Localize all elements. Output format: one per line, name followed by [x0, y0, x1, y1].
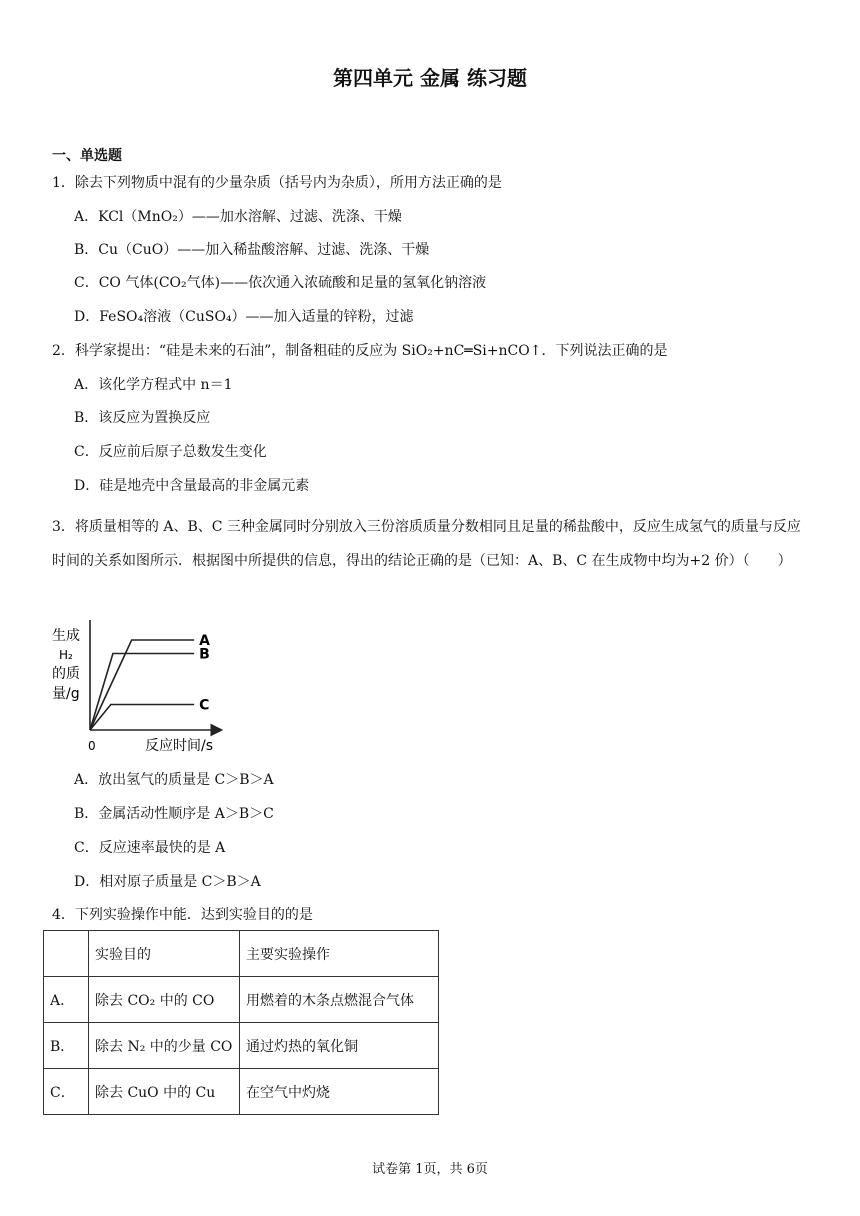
table-row [44, 977, 439, 1023]
question-1-option-d: D．FeSO₄溶液（CuSO₄）——加入适量的锌粉，过滤 [74, 309, 414, 325]
question-4-table [43, 930, 439, 1115]
question-2-option-a: A．该化学方程式中 n＝1 [74, 377, 233, 393]
table-cell: 除去 CO₂ 中的 CO [89, 977, 240, 1023]
question-2-option-c: C．反应前后原子总数发生变化 [74, 444, 267, 460]
section-heading: 一、单选题 [52, 148, 122, 164]
table-row [44, 1023, 439, 1069]
table-row [44, 1069, 439, 1115]
question-1-option-a: A．KCl（MnO₂）——加水溶解、过滤、洗涤、干燥 [74, 209, 402, 225]
series-label-b: B [199, 646, 210, 663]
table-cell: 通过灼热的氧化铜 [240, 1023, 439, 1069]
question-4-stem: 4．下列实验操作中能．达到实验目的的是 [52, 907, 313, 923]
table-cell: 除去 CuO 中的 Cu [89, 1069, 240, 1115]
y-axis-label-line-3: 的质 [52, 666, 80, 682]
series-label-c: C [199, 697, 210, 714]
table-cell: 在空气中灼烧 [240, 1069, 439, 1115]
question-1-stem: 1．除去下列物质中混有的少量杂质（括号内为杂质），所用方法正确的是 [52, 175, 502, 191]
question-3-option-d: D．相对原子质量是 C＞B＞A [74, 874, 261, 890]
series-line-c [90, 705, 194, 731]
question-3-option-b: B．金属活动性顺序是 A＞B＞C [74, 806, 274, 822]
series-label-a: A [199, 633, 211, 649]
table-cell: C． [44, 1069, 89, 1115]
table-header-cell: 主要实验操作 [240, 931, 439, 977]
question-3-option-a: A．放出氢气的质量是 C＞B＞A [74, 772, 274, 788]
question-3-stem: 3．将质量相等的 A、B、C 三种金属同时分别放入三份溶质质量分数相同且足量的稀盐酸中，反应生成氢气的质量与反应时间的关系如图所示．根据图中所提供的信息，得出的结论正确的是（已知：A、B、C 在生成物中均为+2 价）（ ） [52, 519, 801, 569]
table-cell: 用燃着的木条点燃混合气体 [240, 977, 439, 1023]
table-header-row [44, 931, 439, 977]
question-1-option-b: B．Cu（CuO）——加入稀盐酸溶解、过滤、洗涤、干燥 [74, 242, 430, 258]
question-2-option-b: B．该反应为置换反应 [74, 410, 211, 426]
page-title: 第四单元 金属 练习题 [333, 66, 527, 90]
table-cell: A． [44, 977, 89, 1023]
question-2-stem: 2．科学家提出：“硅是未来的石油”，制备粗硅的反应为 SiO₂+nC═Si+nCO↑．下列说法正确的是 [52, 343, 668, 359]
y-axis-label-line-2: H₂ [59, 648, 73, 662]
page-footer: 试卷第 1页，共 6页 [372, 1162, 488, 1177]
y-axis-label-line-4: 量/g [52, 686, 80, 702]
table-header-cell: 实验目的 [89, 931, 240, 977]
series-line-b [90, 654, 194, 731]
question-3-option-c: C．反应速率最快的是 A [74, 840, 226, 856]
table-header-cell [44, 931, 89, 977]
y-axis-label-line-1: 生成 [52, 628, 80, 644]
question-1-option-c: C．CO 气体(CO₂气体)——依次通入浓硫酸和足量的氢氧化钠溶液 [74, 275, 487, 291]
origin-label: 0 [88, 739, 96, 753]
hydrogen-mass-chart [50, 620, 230, 755]
table-cell: 除去 N₂ 中的少量 CO [89, 1023, 240, 1069]
x-axis-label: 反应时间/s [145, 738, 214, 754]
table-cell: B． [44, 1023, 89, 1069]
question-2-option-d: D．硅是地壳中含量最高的非金属元素 [74, 478, 310, 494]
